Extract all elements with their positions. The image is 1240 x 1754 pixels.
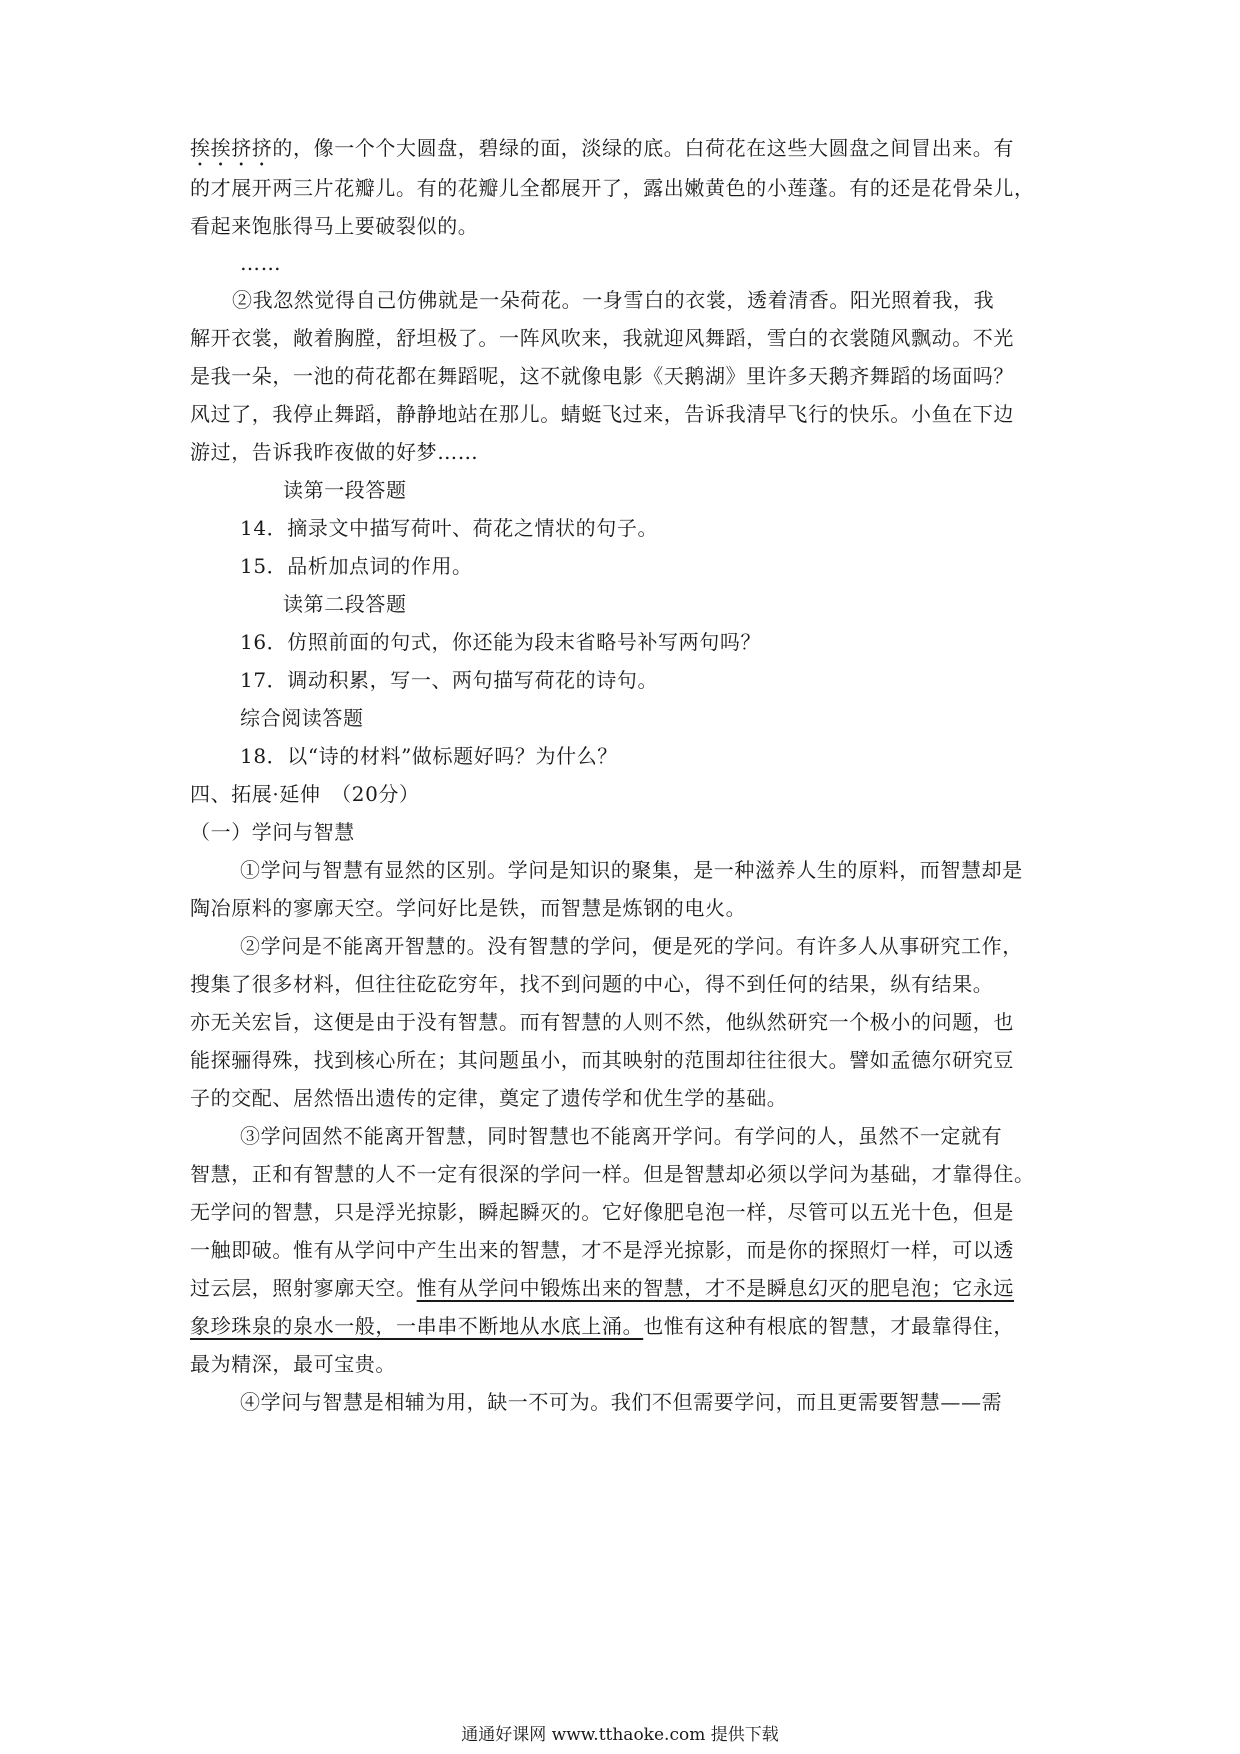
paragraph-line: ②我忽然觉得自己仿佛就是一朵荷花。一身雪白的衣裳，透着清香。阳光照着我，我: [232, 288, 995, 312]
essay-title: （一）学问与智慧: [190, 820, 355, 844]
question-group-heading: 读第一段答题: [283, 478, 407, 502]
underlined-sentence: 惟有从学问中锻炼出来的智慧，才不是瞬息幻灭的肥皂泡；它永远: [416, 1276, 1015, 1300]
essay-line: 亦无关宏旨，这便是由于没有智慧。而有智慧的人则不然，他纵然研究一个极小的问题，也: [190, 1010, 1014, 1034]
essay-line: 智慧，正和有智慧的人不一定有很深的学问一样。但是智慧却必须以学问为基础，才靠得住。: [190, 1162, 1035, 1186]
essay-line: ②学问是不能离开智慧的。没有智慧的学问，便是死的学问。有许多人从事研究工作，: [240, 934, 1023, 958]
essay-line: 象珍珠泉的泉水一般，一串串不断地从水底上涌。也惟有这种有根底的智慧，才最靠得住，: [190, 1314, 1015, 1338]
question-14: 14．摘录文中描写荷叶、荷花之情状的句子。: [240, 516, 659, 540]
question-18: 18．以“诗的材料”做标题好吗？为什么？: [240, 744, 618, 768]
essay-line: 一触即破。惟有从学问中产生出来的智慧，才不是浮光掠影，而是你的探照灯一样，可以透: [190, 1238, 1014, 1262]
paragraph-line: 风过了，我停止舞蹈，静静地站在那儿。蜻蜓飞过来，告诉我清早飞行的快乐。小鱼在下边: [190, 402, 1014, 426]
paragraph-line: 游过，告诉我昨夜做的好梦……: [190, 440, 479, 464]
essay-line: ①学问与智慧有显然的区别。学问是知识的聚集，是一种滋养人生的原料，而智慧却是: [240, 858, 1023, 882]
text-line: 挨挨挤挤的，像一个个大圆盘，碧绿的面，淡绿的底。白荷花在这些大圆盘之间冒出来。有: [190, 136, 1015, 160]
question-group-heading: 综合阅读答题: [240, 706, 364, 730]
question-group-heading: 读第二段答题: [283, 592, 407, 616]
ellipsis: ……: [240, 251, 282, 275]
text-line: 看起来饱胀得马上要破裂似的。: [190, 214, 479, 238]
dotted-word: 挨挨挤挤: [190, 136, 273, 160]
text-line: 的才展开两三片花瓣儿。有的花瓣儿全都展开了，露出嫩黄色的小莲蓬。有的还是花骨朵儿，: [190, 176, 1035, 200]
question-16: 16．仿照前面的句式，你还能为段末省略号补写两句吗？: [240, 630, 762, 654]
section-heading: 四、拓展·延伸 （20分）: [190, 782, 420, 806]
essay-line: 无学问的智慧，只是浮光掠影，瞬起瞬灭的。它好像肥皂泡一样，尽管可以五光十色，但是: [190, 1200, 1014, 1224]
essay-line: 最为精深，最可宝贵。: [190, 1352, 396, 1376]
essay-line: 子的交配、居然悟出遗传的定律，奠定了遗传学和优生学的基础。: [190, 1086, 788, 1110]
question-17: 17．调动积累，写一、两句描写荷花的诗句。: [240, 668, 659, 692]
essay-line: 过云层，照射寥廓天空。惟有从学问中锻炼出来的智慧，才不是瞬息幻灭的肥皂泡；它永远: [190, 1276, 1015, 1300]
essay-line: 搜集了很多材料，但往往矻矻穷年，找不到问题的中心，得不到任何的结果，纵有结果。: [190, 972, 994, 996]
paragraph-line: 是我一朵，一池的荷花都在舞蹈呢，这不就像电影《天鹅湖》里许多天鹅齐舞蹈的场面吗？: [190, 364, 1014, 388]
essay-line: 陶冶原料的寥廓天空。学问好比是铁，而智慧是炼钢的电火。: [190, 896, 747, 920]
question-15: 15．品析加点词的作用。: [240, 554, 473, 578]
page-footer: 通通好课网 www.tthaoke.com 提供下载: [461, 1725, 779, 1745]
essay-line: ③学问固然不能离开智慧，同时智慧也不能离开学问。有学问的人，虽然不一定就有: [240, 1124, 1003, 1148]
essay-line: ④学问与智慧是相辅为用，缺一不可为。我们不但需要学问，而且更需要智慧——需: [240, 1390, 1003, 1414]
underlined-sentence: 象珍珠泉的泉水一般，一串串不断地从水底上涌。: [190, 1314, 644, 1338]
essay-line: 能探骊得殊，找到核心所在；其问题虽小，而其映射的范围却往往很大。譬如孟德尔研究豆: [190, 1048, 1014, 1072]
paragraph-line: 解开衣裳，敞着胸膛，舒坦极了。一阵风吹来，我就迎风舞蹈，雪白的衣裳随风飘动。不光: [190, 326, 1014, 350]
